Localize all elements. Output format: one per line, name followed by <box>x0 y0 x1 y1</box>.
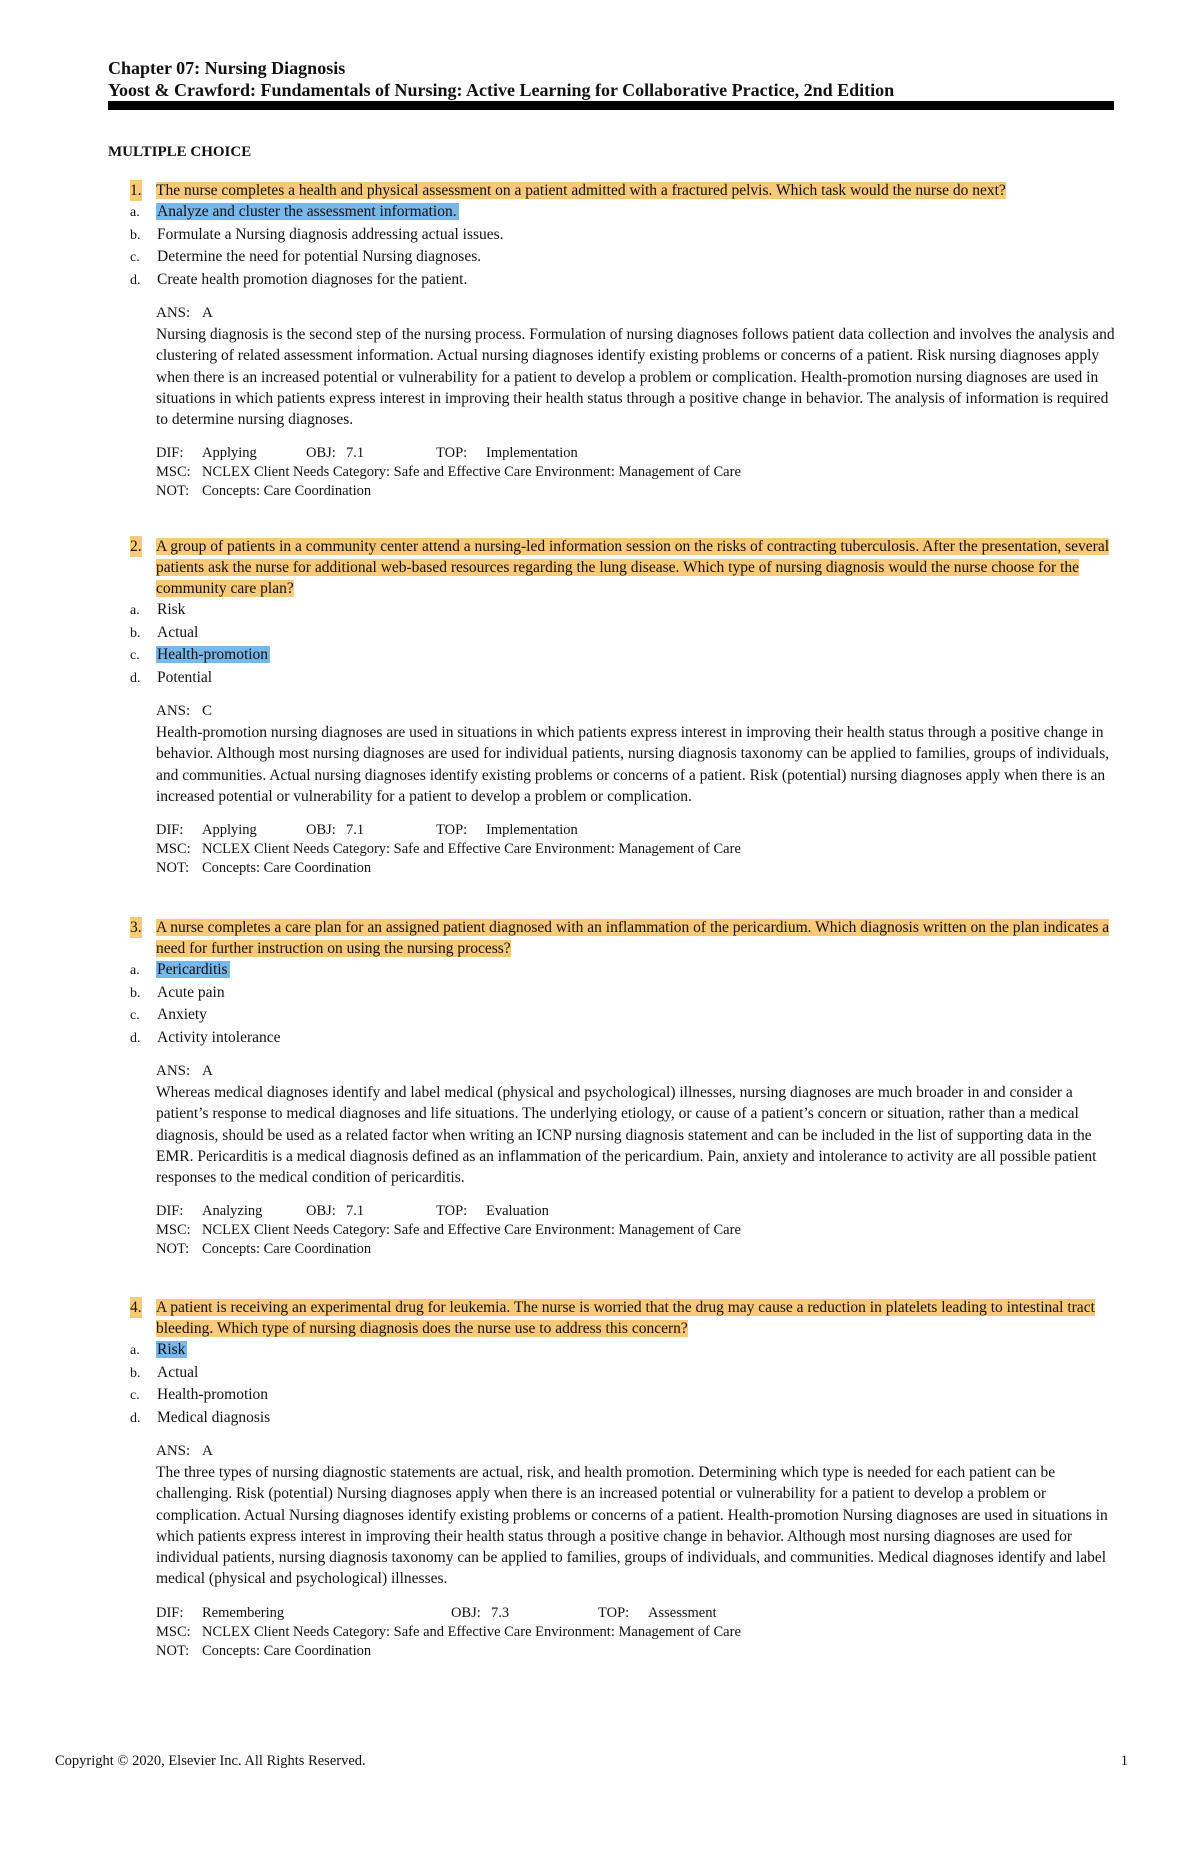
question-metadata: DIF: Applying OBJ: 7.1 TOP: Implementation MSC: NCLEX Client Needs Category: Safe and Effective Care Environment: Management of Care NOT: Concepts: Care Coordination <box>156 445 741 500</box>
option-c: c. Health-promotion <box>130 646 269 663</box>
question-number: 1. <box>130 182 142 199</box>
options-list <box>130 599 1120 689</box>
question-stem: The nurse completes a health and physical assessment on a patient admitted with a fractured pelvis. Which task would the nurse do next? <box>156 182 1006 199</box>
option-text: Pericarditis <box>157 961 228 978</box>
option-text: Actual <box>157 623 199 641</box>
question-stem-row <box>130 180 1120 201</box>
option-b: b. Acute pain <box>130 983 225 1001</box>
option-a: a. Analyze and cluster the assessment information. <box>130 203 457 220</box>
option-d: d. Create health promotion diagnoses for the patient. <box>130 270 468 288</box>
chapter-title: Chapter 07: Nursing Diagnosis <box>108 58 346 78</box>
option-text: Medical diagnosis <box>157 1408 271 1426</box>
question-4 <box>130 1297 1120 1661</box>
question-stem: A patient is receiving an experimental drug for leukemia. The nurse is worried that the drug may cause a reduction in platelets leading to intestinal tract bleeding. Which type of nursing diagnosis does the nurse use to address this concern? <box>156 1299 1095 1337</box>
rationale: Nursing diagnosis is the second step of the nursing process. Formulation of nursing diagnoses follows patient data collection and involves the analysis and clustering of related assessment information. Actual nursing diagnoses identify existing problems or concerns of a patient. Risk nursing diagnoses apply when there is an increased potential or vulnerability for a patient to develop a problem or complication. Health-promotion nursing diagnoses are used in situations in which patients express interest in improving their health status through a positive change in behavior. The analysis of information is required to determine nursing diagnoses. <box>156 326 1115 429</box>
question-stem: A nurse completes a care plan for an assigned patient diagnosed with an inflammation of the pericardium. Which diagnosis written on the plan indicates a need for further instruction on using the nursing process? <box>156 919 1110 957</box>
option-text: Health-promotion <box>157 1386 269 1403</box>
option-a: a. Pericarditis <box>130 961 228 978</box>
rationale: Health-promotion nursing diagnoses are used in situations in which patients express interest in improving their health status through a positive change in behavior. Although most nursing diagnoses are used for individual patients, nursing diagnosis taxonomy can be applied to families, groups of individuals, and communities. Actual nursing diagnoses identify existing problems or concerns of a patient. Risk (potential) nursing diagnoses apply when there is an increased potential or vulnerability for a patient to develop a problem or complication. <box>156 724 1110 805</box>
question-metadata: DIF: Applying OBJ: 7.1 TOP: Implementation MSC: NCLEX Client Needs Category: Safe and Effective Care Environment: Management of Care NOT: Concepts: Care Coordination <box>156 822 741 877</box>
option-text: Analyze and cluster the assessment information. <box>157 203 457 220</box>
option-b: b. Actual <box>130 623 199 641</box>
option-text: Determine the need for potential Nursing diagnoses. <box>157 248 482 265</box>
question-3 <box>130 917 1120 1259</box>
option-text: Acute pain <box>157 983 225 1001</box>
option-text: Anxiety <box>157 1006 207 1023</box>
question-metadata: DIF: Remembering OBJ: 7.3 TOP: Assessment MSC: NCLEX Client Needs Category: Safe and Effective Care Environment: Management of Care NOT: Concepts: Care Coordination <box>156 1604 741 1659</box>
rationale: The three types of nursing diagnostic statements are actual, risk, and health promotion. Determining which type is needed for each patient can be challenging. Risk (potential) Nursing diagnoses apply when there is an increased potential or vulnerability for a patient to develop a problem or complication. Actual Nursing diagnoses identify existing problems or concerns of a patient. Health-promotion Nursing diagnoses are used in situations in which patients express interest in improving their health status through a positive change in behavior. Although most nursing diagnoses are used for individual patients, nursing diagnosis taxonomy can be applied to families, groups of individuals, and communities. Medical diagnoses identify and label medical (physical and psychological) illnesses. <box>156 1464 1108 1588</box>
question-number: 4. <box>130 1299 142 1316</box>
option-c: c. Health-promotion <box>130 1386 269 1403</box>
option-a: a. Risk <box>130 601 186 618</box>
option-d: d. Potential <box>130 668 213 686</box>
question-metadata: DIF: Analyzing OBJ: 7.1 TOP: Evaluation MSC: NCLEX Client Needs Category: Safe and Effective Care Environment: Management of Care NOT: Concepts: Care Coordination <box>156 1203 741 1258</box>
question-number: 3. <box>130 919 142 936</box>
option-d: d. Medical diagnosis <box>130 1408 271 1426</box>
page-number: 1 <box>1120 1753 1128 1769</box>
option-text: Risk <box>157 601 186 618</box>
question-stem-row <box>130 536 1120 599</box>
option-text: Create health promotion diagnoses for the patient. <box>157 270 468 288</box>
option-text: Formulate a Nursing diagnosis addressing actual issues. <box>157 225 504 243</box>
question-2 <box>130 536 1120 878</box>
option-text: Risk <box>157 1341 186 1358</box>
option-a: a. Risk <box>130 1341 186 1358</box>
options-list <box>130 959 1120 1049</box>
book-title: Yoost & Crawford: Fundamentals of Nursing: Active Learning for Collaborative Practice, 2nd Edition <box>108 80 895 100</box>
options-list <box>130 1339 1120 1429</box>
section-title: MULTIPLE CHOICE <box>108 144 252 160</box>
rationale: Whereas medical diagnoses identify and label medical (physical and psychological) illnesses, nursing diagnoses are much broader in and consider a patient’s response to medical diagnoses and life situations. The underlying etiology, or cause of a patient’s concern or situation, rather than a medical diagnosis, should be used as a related factor when writing an ICNP nursing diagnosis statement and can be included in the list of supporting data in the EMR. Pericarditis is a medical diagnosis defined as an inflammation of the pericardium. Pain, anxiety and intolerance to activity are all possible patient responses to the medical condition of pericarditis. <box>156 1084 1097 1187</box>
answer: ANS: A <box>156 305 213 321</box>
question-stem-row <box>130 917 1120 959</box>
option-c: c. Anxiety <box>130 1006 207 1023</box>
option-text: Health-promotion <box>157 646 269 663</box>
answer: ANS: A <box>156 1443 213 1459</box>
option-text: Activity intolerance <box>157 1028 281 1046</box>
options-list <box>130 201 1120 291</box>
question-stem: A group of patients in a community center attend a nursing-led information session on the risks of contracting tuberculosis. After the presentation, several patients ask the nurse for additional web-based resources regarding the lung disease. Which type of nursing diagnosis would the nurse choose for the community care plan? <box>156 538 1110 597</box>
document-header <box>108 58 1114 100</box>
option-b: b. Actual <box>130 1363 199 1381</box>
header-rule <box>108 101 1114 110</box>
question-stem-row <box>130 1297 1120 1339</box>
option-text: Actual <box>157 1363 199 1381</box>
option-b: b. Formulate a Nursing diagnosis addressing actual issues. <box>130 225 504 243</box>
copyright-notice: Copyright © 2020, Elsevier Inc. All Rights Reserved. <box>55 1753 366 1769</box>
option-text: Potential <box>157 668 213 686</box>
option-d: d. Activity intolerance <box>130 1028 281 1046</box>
question-number: 2. <box>130 538 142 555</box>
answer: ANS: A <box>156 1063 213 1079</box>
option-c: c. Determine the need for potential Nursing diagnoses. <box>130 248 482 265</box>
answer: ANS: C <box>156 703 213 719</box>
page-footer <box>55 1753 1128 1770</box>
question-1 <box>130 180 1120 501</box>
